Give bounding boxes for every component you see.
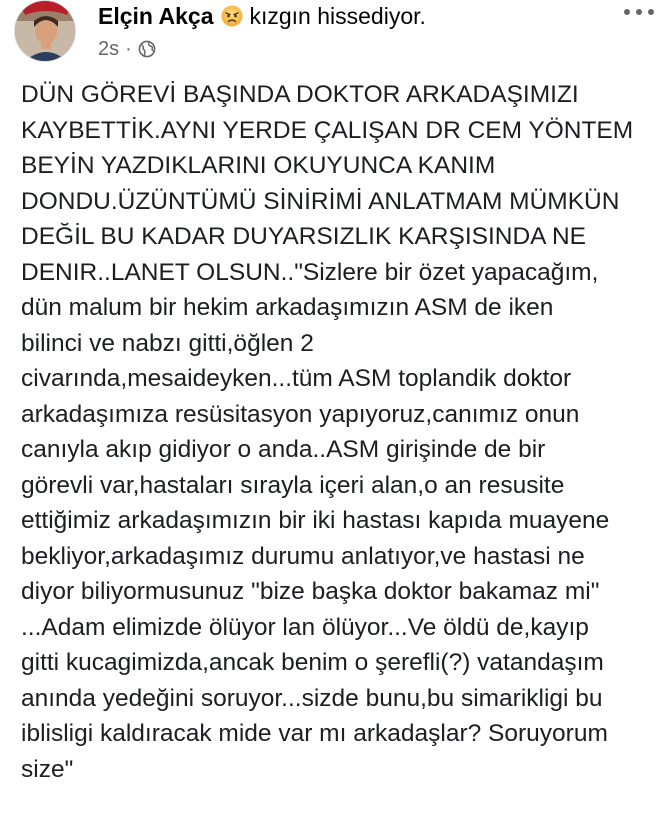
post-body xyxy=(21,77,651,787)
post-text-line: iblisligi kaldıracak mide var mı arkadaşlar? Soruyorum xyxy=(21,720,608,747)
post-text-line: diyor biliyormusunuz "bize başka doktor bakamaz mi" xyxy=(21,578,600,605)
author-name[interactable]: Elçin Akça xyxy=(98,2,214,29)
post-text-line: civarında,mesaideyken...tüm ASM toplandik doktor xyxy=(21,365,572,392)
angry-face-icon xyxy=(221,5,243,27)
post-text-line: ettiğimiz arkadaşımızın bir iki hastası kapıda muayene xyxy=(21,507,610,534)
post-text-line: DENIR..LANET OLSUN.."Sizlere bir özet yapacağım, xyxy=(21,258,599,286)
author-avatar[interactable] xyxy=(14,0,76,62)
post-text-line: dün malum bir hekim arkadaşımızın ASM de iken xyxy=(21,294,554,321)
globe-icon[interactable] xyxy=(138,40,156,58)
post-header xyxy=(98,0,426,33)
post-text-line: ...Adam elimizde ölüyor lan ölüyor...Ve öldü de,kayıp xyxy=(21,613,589,641)
meta-separator: · xyxy=(125,37,132,60)
post-text-line: BEYİN YAZDIKLARINI OKUYUNCA KANIM xyxy=(21,152,496,179)
dot xyxy=(636,9,642,15)
post-text-line: bilinci ve nabzı gitti,öğlen 2 xyxy=(21,329,314,357)
post-meta xyxy=(98,36,156,62)
post-text-line: arkadaşımıza resüsitasyon yapıyoruz,canımız onun xyxy=(21,400,580,428)
feeling-text: kızgın hissediyor. xyxy=(249,2,426,29)
post-text-line: gitti kucagimizda,ancak benim o şerefli(?) vatandaşım xyxy=(21,649,604,676)
post-text-line: KAYBETTİK.AYNI YERDE ÇALIŞAN DR CEM YÖNTEM xyxy=(21,116,634,144)
post-text-line: bekliyor,arkadaşımız durumu anlatıyor,ve hastasi ne xyxy=(21,542,585,570)
post-text-line: anında yedeğini soruyor...sizde bunu,bu simarikligi bu xyxy=(21,684,603,712)
post-timestamp[interactable]: 2s xyxy=(98,37,120,60)
post-text-line: canıyla akıp gidiyor o anda..ASM girişinde de bir xyxy=(21,436,546,463)
more-dots-icon[interactable] xyxy=(624,4,654,20)
post-text-line: DONDU.ÜZÜNTÜMÜ SİNİRİMİ ANLATMAM MÜMKÜN xyxy=(21,187,620,215)
post-text-line: DEĞİL BU KADAR DUYARSIZLIK KARŞISINDA NE xyxy=(21,223,587,250)
dot xyxy=(624,9,630,15)
post-text-line: size" xyxy=(21,755,74,783)
dot xyxy=(648,9,654,15)
post-text-line: görevli var,hastaları sırayla içeri alan,o an resusite xyxy=(21,471,565,499)
post-text-line: DÜN GÖREVİ BAŞINDA DOKTOR ARKADAŞIMIZI xyxy=(21,81,579,108)
